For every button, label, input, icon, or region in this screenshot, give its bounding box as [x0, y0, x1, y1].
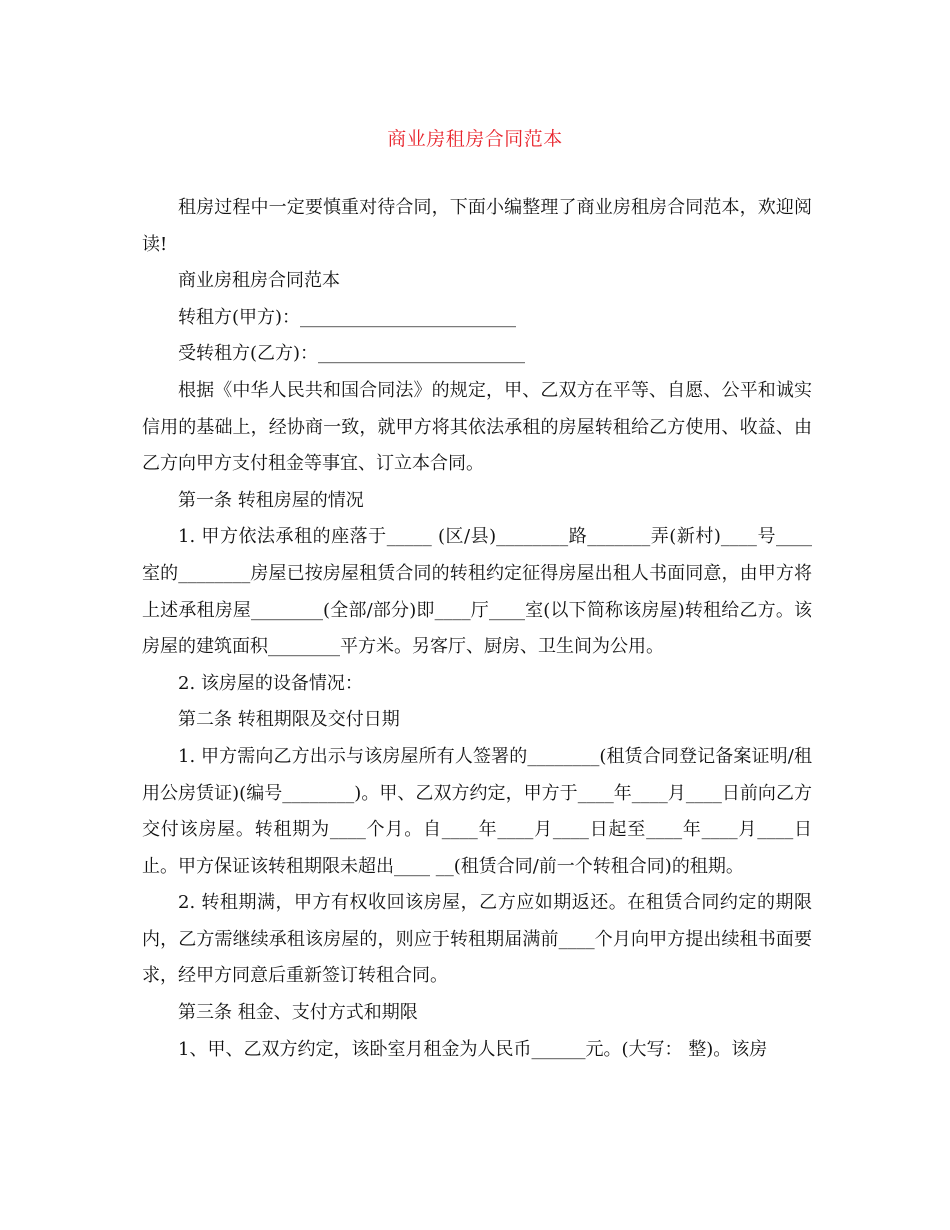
article-2-clause-2: 2. 转租期满，甲方有权收回该房屋，乙方应如期返还。在租赁合同约定的期限内，乙方需继续承租该房屋的，则应于转租期届满前____个月向甲方提出续租书面要求，经甲方同意后重新签订转租合同。 [142, 892, 812, 987]
article-3-heading: 第三条 租金、支付方式和期限 [178, 1002, 418, 1024]
document-body [142, 190, 812, 1068]
article-2-clause-1: 1. 甲方需向乙方出示与该房屋所有人签署的________(租赁合同登记备案证明/租用公房赁证)(编号________)。甲、乙双方约定，甲方于____年____月____日前向乙方交付该房屋。转租期为____个月。自____年____月____日起至____年____月____日止。甲方保证该转租期限未超出____ __(租赁合同/前一个转租合同)的租期。 [142, 745, 812, 877]
article-1-clause-2: 2. 该房屋的设备情况： [178, 672, 363, 694]
article-1-heading: 第一条 转租房屋的情况 [178, 489, 364, 511]
party-a-line: 转租方(甲方)：________________________ [178, 306, 517, 328]
document-title: 商业房租房合同范本 [387, 128, 563, 150]
contract-heading: 商业房租房合同范本 [178, 270, 340, 292]
preamble-paragraph: 根据《中华人民共和国合同法》的规定，甲、乙双方在平等、自愿、公平和诚实信用的基础上，经协商一致，就甲方将其依法承租的房屋转租给乙方使用、收益、由乙方向甲方支付租金等事宜、订立本合同。 [142, 379, 812, 475]
intro-paragraph: 租房过程中一定要慎重对待合同，下面小编整理了商业房租房合同范本，欢迎阅读! [142, 197, 812, 255]
article-3-clause-1: 1、甲、乙双方约定，该卧室月租金为人民币______元。(大写： 整)。该房 [178, 1038, 768, 1060]
article-1-clause-1: 1. 甲方依法承租的座落于_____ (区/县)________路_______弄(新村)____号____室的________房屋已按房屋租赁合同的转租约定征得房屋出租人书面同意，由甲方将上述承租房屋________(全部/部分)即____厅____室(以下简称该房屋)转租给乙方。该房屋的建筑面积________平方米。另客厅、厨房、卫生间为公用。 [142, 526, 812, 658]
article-2-heading: 第二条 转租期限及交付日期 [178, 709, 400, 731]
party-b-line: 受转租方(乙方)：_______________________ [178, 343, 526, 365]
